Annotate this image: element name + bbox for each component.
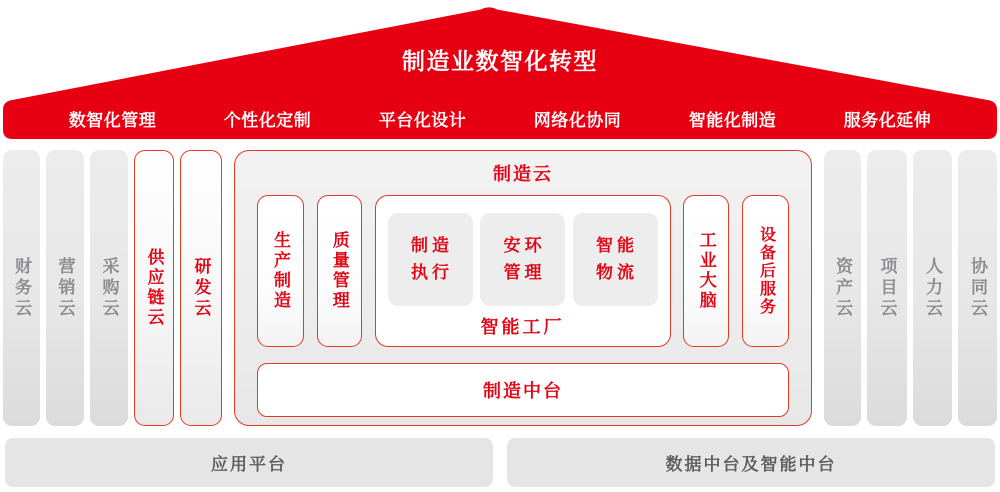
roof-label-digital-management: 数智化管理 [68, 111, 157, 130]
column-finance-cloud [3, 150, 40, 426]
tile-ehs-management [480, 213, 565, 306]
column-supply-chain-cloud-label: 供应链云 [144, 248, 164, 328]
column-hr-cloud-label: 人力云 [923, 256, 942, 320]
column-collaboration-cloud [958, 150, 997, 426]
column-procurement-cloud [90, 150, 128, 426]
box-equipment-after-service [742, 195, 789, 347]
box-industrial-brain [683, 195, 729, 347]
column-asset-cloud [824, 150, 861, 426]
smart-factory-label: 智能工厂 [480, 317, 565, 337]
tile-manufacturing-execution-line2: 执行 [411, 262, 453, 282]
data-midplatform-bar: 数据中台及智能中台 [507, 438, 995, 487]
roof-label-platform-design: 平台化设计 [378, 111, 467, 130]
application-platform-bar: 应用平台 [5, 438, 493, 487]
column-marketing-cloud-label: 营销云 [55, 256, 75, 320]
tile-smart-logistics-line2: 物流 [596, 262, 638, 282]
column-supply-chain-cloud [134, 150, 174, 426]
smart-factory-tiles [376, 196, 670, 306]
manufacturing-cloud-title: 制造云 [493, 164, 553, 184]
manufacturing-midplatform-bar: 制造中台 [257, 363, 789, 417]
column-rnd-cloud [180, 150, 222, 426]
box-industrial-brain-label: 工业大脑 [696, 231, 716, 311]
tile-smart-logistics-line1: 智能 [596, 236, 638, 256]
column-finance-cloud-label: 财务云 [12, 256, 31, 320]
diagram-title: 制造业数智化转型 [402, 48, 598, 74]
manufacturing-cloud-row [257, 195, 789, 347]
manufacturing-cloud-box [234, 150, 812, 426]
box-quality-management-label: 质量管理 [329, 231, 349, 311]
box-equipment-after-service-label: 设备后服务 [757, 226, 775, 316]
roof-label-intelligent-manufacturing: 智能化制造 [688, 111, 777, 130]
platform-bars [5, 438, 995, 487]
column-marketing-cloud [46, 150, 84, 426]
tile-smart-logistics [573, 213, 658, 306]
box-production-manufacturing-label: 生产制造 [271, 231, 290, 311]
column-asset-cloud-label: 资产云 [833, 256, 852, 320]
column-collaboration-cloud-label: 协同云 [968, 256, 987, 320]
middle-band [3, 150, 997, 426]
column-hr-cloud [913, 150, 952, 426]
roof-banner [0, 0, 1000, 142]
tile-ehs-management-line1: 安环 [503, 236, 546, 256]
column-project-cloud [867, 150, 907, 426]
tile-manufacturing-execution-line1: 制造 [411, 236, 453, 256]
column-procurement-cloud-label: 采购云 [99, 256, 119, 320]
roof-label-row [35, 106, 965, 131]
roof-label-network-collaboration: 网络化协同 [533, 111, 622, 130]
column-rnd-cloud-label: 研发云 [191, 256, 211, 320]
roof-label-personalized-customization: 个性化定制 [223, 111, 312, 130]
smart-factory-box [375, 195, 671, 347]
tile-manufacturing-execution [388, 213, 473, 306]
box-production-manufacturing [257, 195, 304, 347]
tile-ehs-management-line2: 管理 [503, 262, 546, 282]
column-project-cloud-label: 项目云 [877, 256, 897, 320]
roof-label-service-extension: 服务化延伸 [843, 111, 932, 130]
box-quality-management [317, 195, 362, 347]
